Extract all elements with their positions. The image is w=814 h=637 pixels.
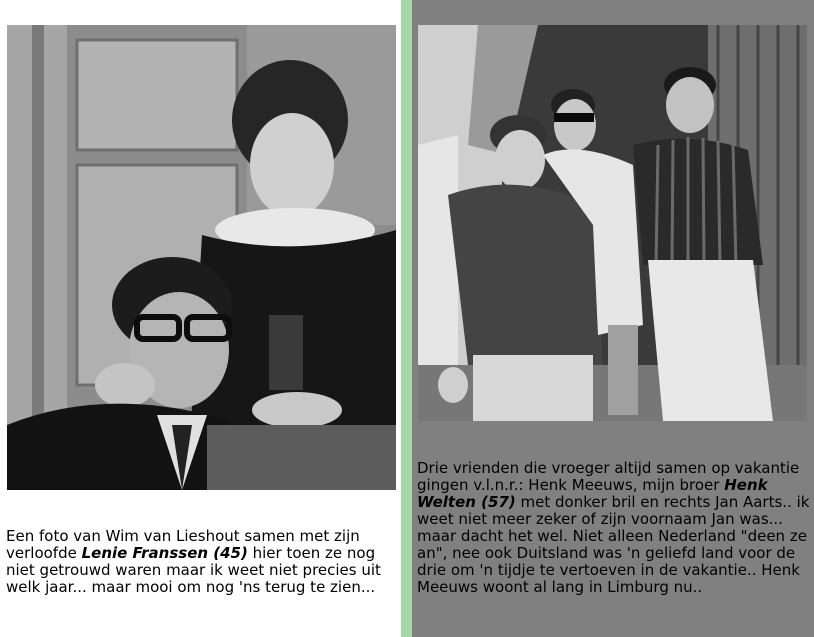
person-name: Henk Welten (57) [417, 476, 768, 511]
person-name: Lenie Franssen (45) [81, 544, 248, 562]
left-caption: Een foto van Wim van Lieshout samen met zijn verloofde Lenie Franssen (45) hier toen ze nog niet getrouwd waren maar ik weet niet precies uit welk jaar... maar mooi om nog 'ns terug te zien... [6, 527, 381, 596]
three-friends-photo [418, 25, 807, 421]
couple-photo [7, 25, 396, 490]
right-caption: Drie vrienden die vroeger altijd samen op vakantie gingen v.l.n.r.: Henk Meeuws, mijn broer Henk Welten (57) met donker bril en rechts Jan Aarts.. ik weet niet meer zeker of zijn voornaam Jan was... maar dacht het wel. Niet alleen Nederland "deen ze an", nee ook Duitsland was 'n geliefd land voor de drie om 'n tijdje te vertoeven in de vakantie.. Henk Meeuws woont al lang in Limburg nu.. [417, 459, 810, 596]
column-divider [401, 0, 412, 637]
